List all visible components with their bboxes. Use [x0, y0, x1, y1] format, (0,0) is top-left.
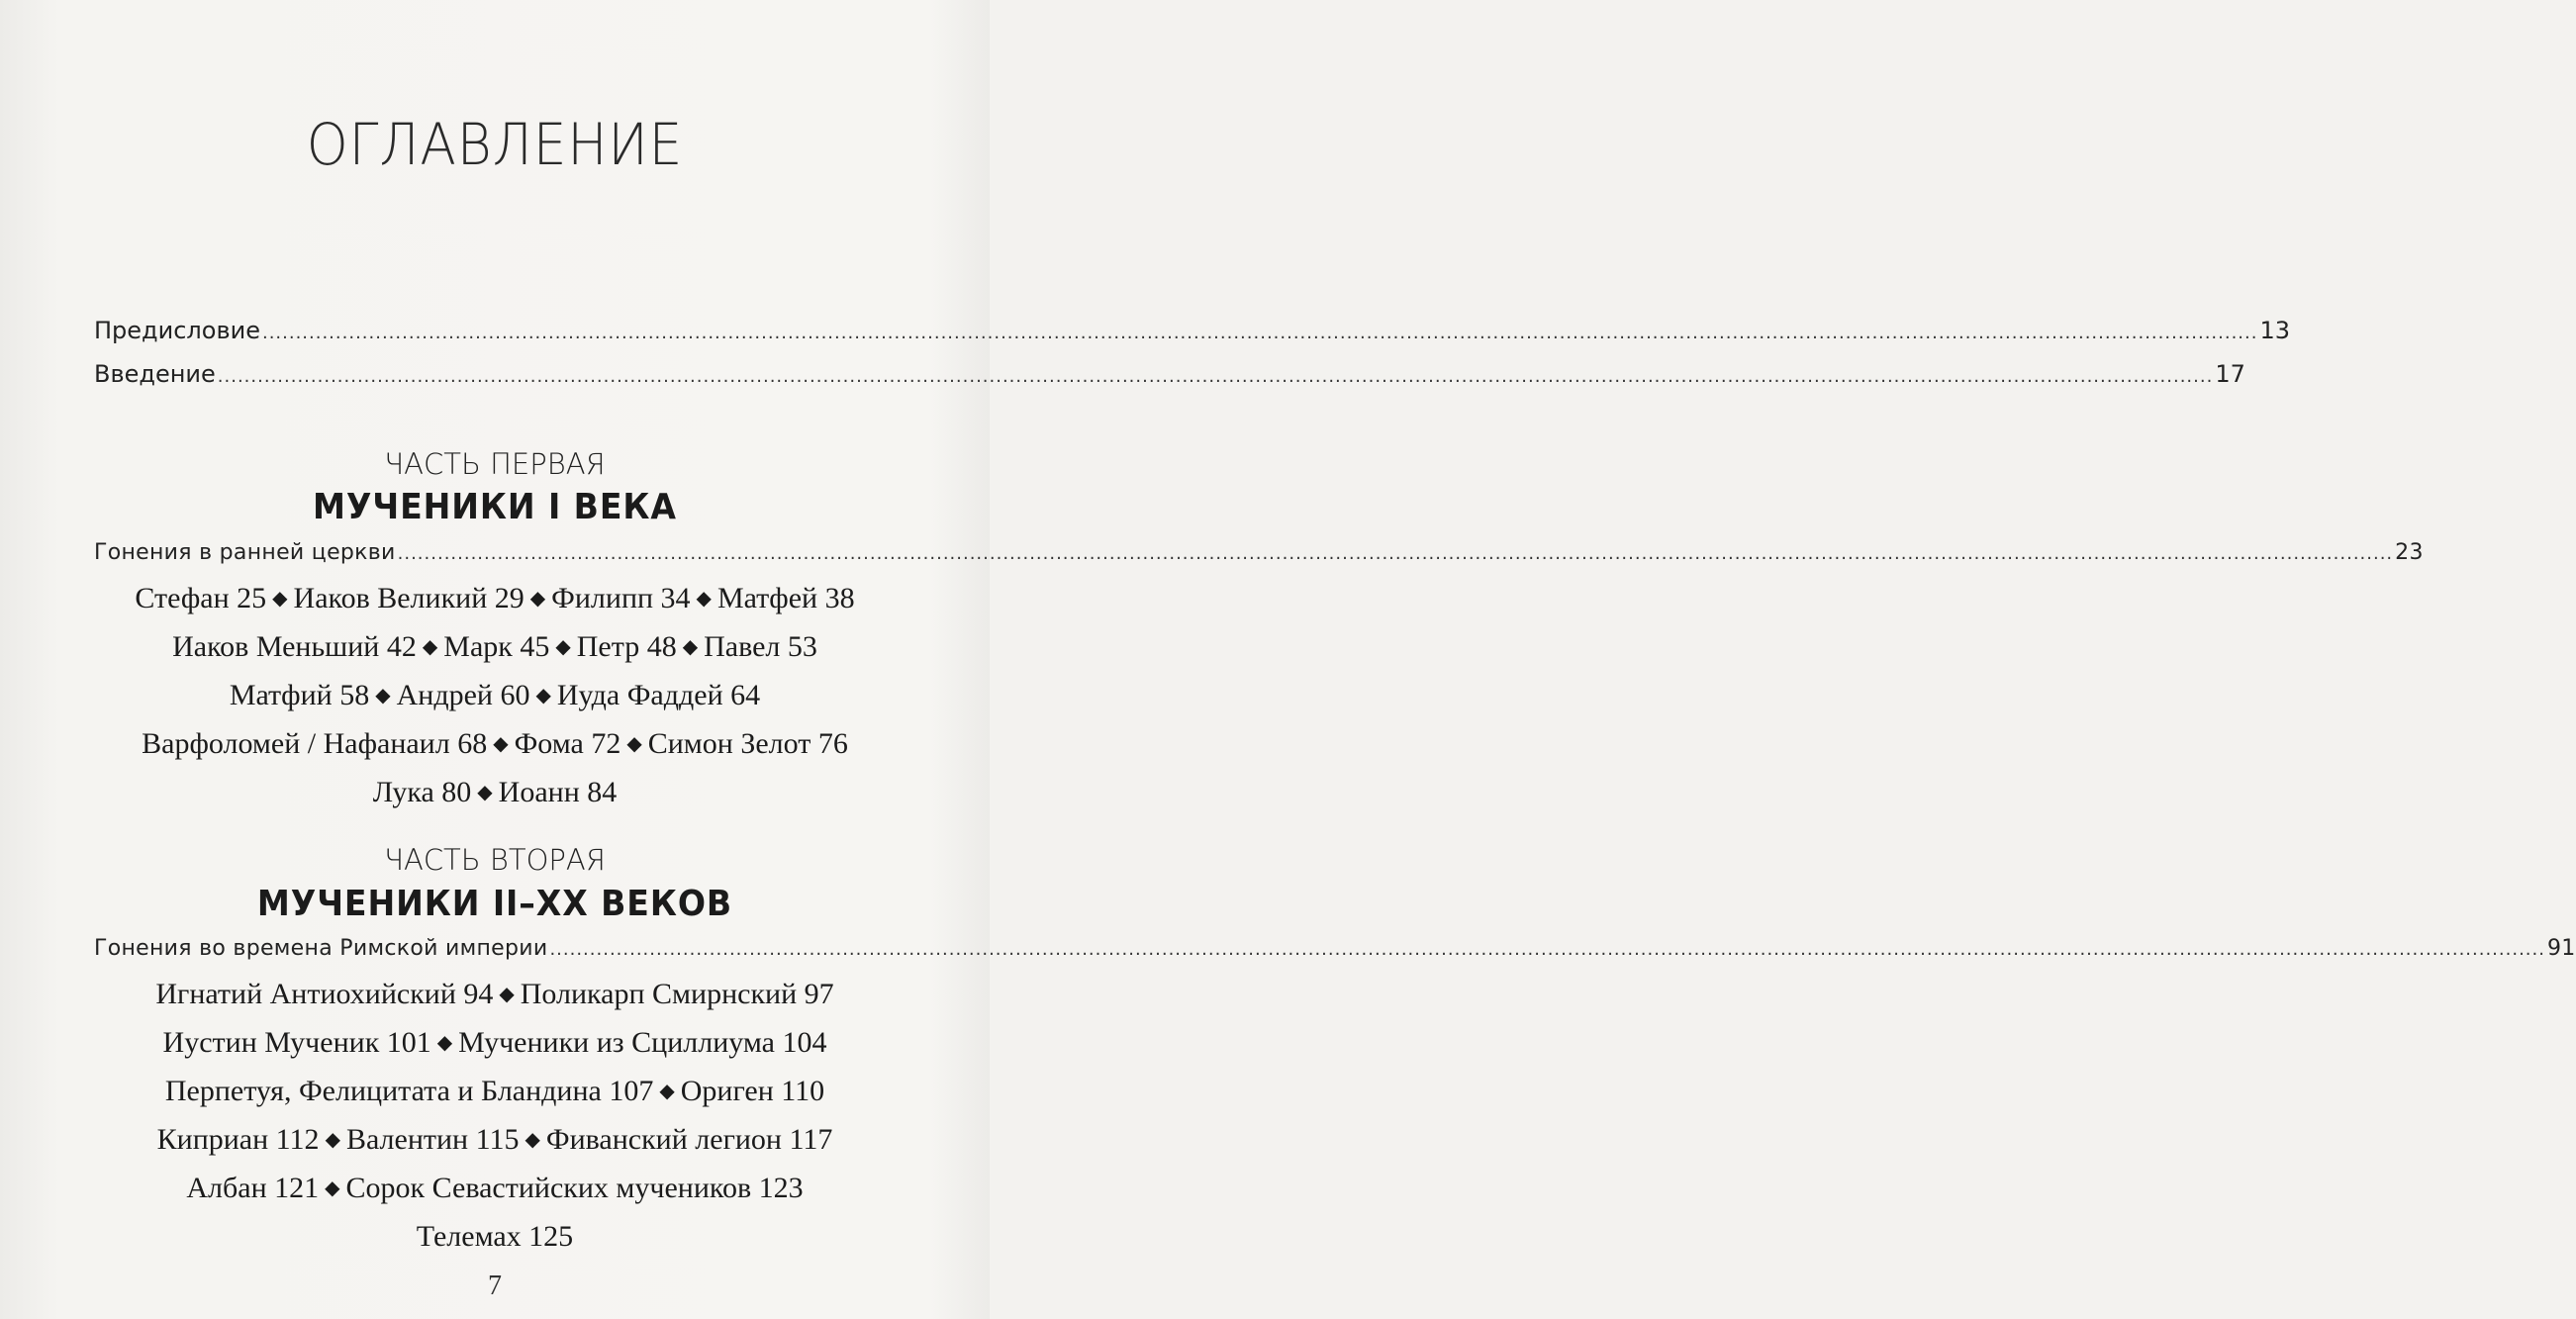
martyr-entry: Ориген 110: [680, 1075, 825, 1107]
diamond-separator-icon: ◆: [436, 1032, 453, 1054]
martyr-entry: Андрей 60: [396, 679, 530, 711]
page-title: ОГЛАВЛЕНИЕ: [306, 111, 684, 178]
entry-row: [59, 624, 930, 673]
diamond-separator-icon: ◆: [477, 782, 493, 803]
page-number: 7: [488, 1271, 502, 1301]
martyr-entry: Поликарп Смирнский 97: [520, 978, 834, 1010]
martyr-entry: Иустин Мученик 101: [162, 1026, 431, 1059]
diamond-separator-icon: ◆: [525, 1129, 540, 1151]
entry-row: [59, 576, 930, 624]
entry-row: [59, 1166, 930, 1214]
diamond-separator-icon: ◆: [659, 1081, 675, 1102]
martyr-entry: Фиванский легион 117: [545, 1123, 833, 1156]
part-two-label: ЧАСТЬ ВТОРАЯ: [384, 843, 606, 877]
diamond-separator-icon: ◆: [626, 733, 642, 755]
martyr-entry: Сорок Севастийских мучеников 123: [345, 1172, 804, 1204]
entry-row: [59, 1020, 930, 1069]
section-roman-empire: [94, 936, 2576, 961]
leader-dots: ............................................................................................................................................................................................................................................................................................................: [261, 323, 2258, 343]
leader-dots: ............................................................................................................................................................................................................................................................................................................: [549, 939, 2545, 960]
martyr-entry: Филипп 34: [551, 582, 691, 614]
martyr-entry: Петр 48: [576, 630, 677, 663]
martyr-entry: Иоанн 84: [498, 776, 618, 808]
martyr-entry: Албан 121: [186, 1172, 320, 1204]
entry-row: [59, 1117, 930, 1166]
diamond-separator-icon: ◆: [499, 984, 515, 1005]
diamond-separator-icon: ◆: [535, 685, 551, 707]
martyr-entry: Телемах 125: [416, 1220, 574, 1253]
diamond-separator-icon: ◆: [272, 588, 288, 610]
toc-entry-label: Введение: [94, 360, 216, 388]
martyr-entry: Лука 80: [372, 776, 472, 808]
martyr-entry: Симон Зелот 76: [647, 727, 848, 760]
part-one-label: ЧАСТЬ ПЕРВАЯ: [384, 447, 606, 481]
diamond-separator-icon: ◆: [529, 588, 546, 610]
martyr-entry: Стефан 25: [135, 582, 267, 614]
diamond-separator-icon: ◆: [682, 636, 699, 658]
martyr-entry: Фома 72: [514, 727, 621, 760]
martyr-entry: Матфий 58: [229, 679, 370, 711]
section-label: Гонения в ранней церкви: [94, 540, 396, 565]
toc-entry-introduction: [94, 360, 2245, 388]
entry-row: [59, 721, 930, 770]
diamond-separator-icon: ◆: [375, 685, 391, 707]
entry-row: [59, 673, 930, 721]
martyr-entry: Киприан 112: [156, 1123, 320, 1156]
toc-entry-label: Предисловие: [94, 317, 260, 344]
toc-entry-page: 17: [2215, 360, 2245, 388]
leader-dots: ............................................................................................................................................................................................................................................................................................................: [397, 543, 2394, 564]
entry-row: [59, 770, 930, 818]
leader-dots: ............................................................................................................................................................................................................................................................................................................: [217, 366, 2214, 387]
part-one-title: МУЧЕНИКИ I ВЕКА: [313, 487, 677, 527]
diamond-separator-icon: ◆: [325, 1178, 340, 1199]
diamond-separator-icon: ◆: [696, 588, 712, 610]
diamond-separator-icon: ◆: [325, 1129, 340, 1151]
martyr-entry: Валентин 115: [345, 1123, 520, 1156]
part-one-entries: [59, 576, 930, 818]
martyr-entry: Иаков Меньший 42: [172, 630, 417, 663]
diamond-separator-icon: ◆: [422, 636, 438, 658]
martyr-entry: Мученики из Сциллиума 104: [458, 1026, 827, 1059]
diamond-separator-icon: ◆: [555, 636, 571, 658]
martyr-entry: Павел 53: [704, 630, 817, 663]
part-two-title: МУЧЕНИКИ II–XX ВЕКОВ: [256, 884, 733, 924]
entry-row: [59, 972, 930, 1020]
martyr-entry: Иаков Великий 29: [293, 582, 525, 614]
toc-entry-page: 13: [2259, 317, 2291, 344]
diamond-separator-icon: ◆: [493, 733, 509, 755]
martyr-entry: Иуда Фаддей 64: [556, 679, 761, 711]
section-page: 23: [2395, 540, 2424, 565]
entry-row: [59, 1069, 930, 1117]
martyr-entry: Игнатий Антиохийский 94: [155, 978, 494, 1010]
martyr-entry: Перпетуя, Фелицитата и Бландина 107: [164, 1075, 654, 1107]
section-label: Гонения во времена Римской империи: [94, 936, 548, 961]
martyr-entry: Варфоломей / Нафанаил 68: [142, 727, 488, 760]
toc-entry-preface: [94, 317, 2291, 344]
section-early-church: [94, 540, 2424, 565]
entry-row: [59, 1214, 930, 1259]
martyr-entry: Матфей 38: [716, 582, 855, 614]
part-two-entries: [59, 972, 930, 1259]
section-page: 91: [2546, 936, 2576, 961]
martyr-entry: Марк 45: [443, 630, 550, 663]
